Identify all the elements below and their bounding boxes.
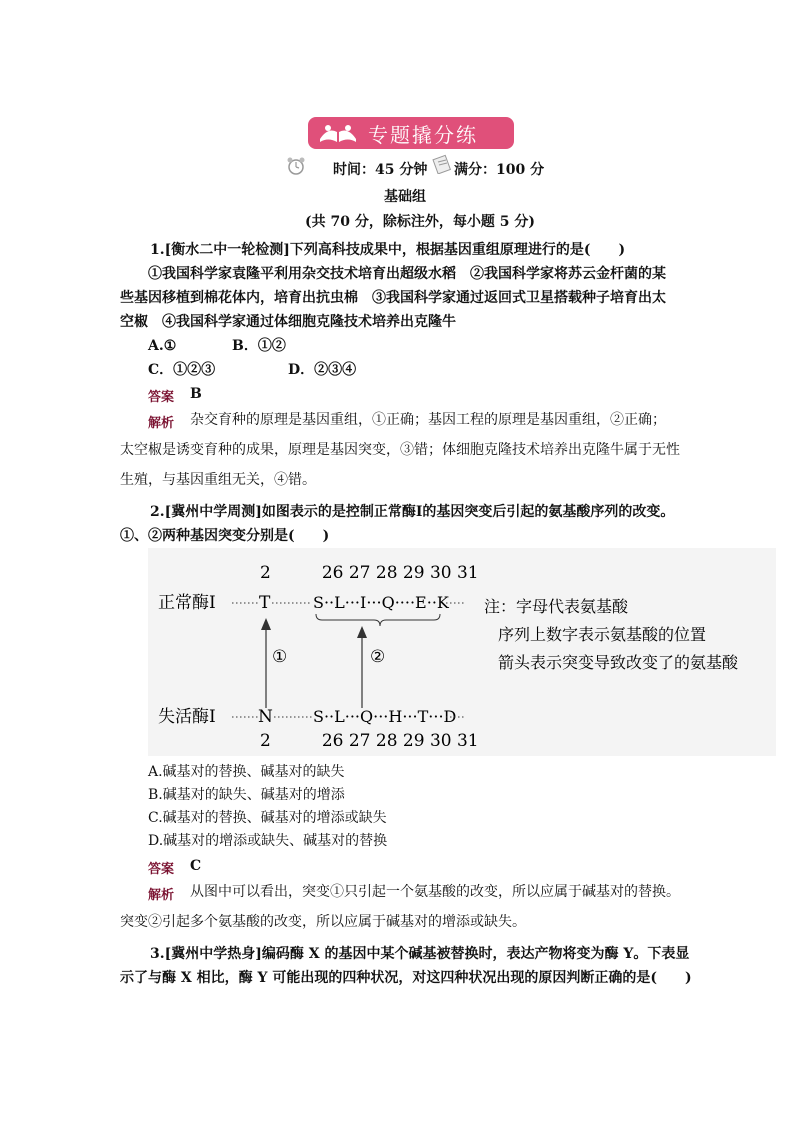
figure-note: 序列上数字表示氨基酸的位置 [498, 625, 707, 644]
mutant-seq-residue: N [258, 707, 273, 727]
q2-stem: ①、②两种基因突变分别是( ) [120, 528, 330, 544]
q1-option-a: A.① [148, 338, 177, 354]
q1-analysis-label: 解析 [148, 416, 175, 431]
q2-option-a: A.碱基对的替换、碱基对的缺失 [148, 764, 345, 780]
mutation-1-label: ① [272, 647, 288, 667]
q2-option-d: D.碱基对的增添或缺失、碱基对的替换 [148, 833, 388, 849]
group-note: (共 70 分，除标注外，每小题 5 分) [305, 214, 535, 230]
q2-stem: 2.[冀州中学周测]如图表示的是控制正常酶Ⅰ的基因突变后引起的氨基酸序列的改变。 [150, 504, 675, 520]
bottom-position-numbers: 2 26 27 28 29 30 31 [260, 731, 479, 751]
q1-option-c: C．①②③ [148, 362, 216, 378]
time-label: 时间：45 分钟 [333, 162, 428, 178]
q3-stem: 3.[冀州中学热身]编码酶 X 的基因中某个碱基被替换时，表达产物将变为酶 Y。下表显 [150, 946, 690, 962]
q1-item-line: ①我国科学家袁隆平利用杂交技术培育出超级水稻 ②我国科学家将苏云金杆菌的某 [148, 266, 666, 282]
changed-range-brace [316, 614, 440, 626]
normal-seq-segment: S··L···I···Q····E··K [313, 593, 449, 612]
figure-note: 箭头表示突变导致改变了的氨基酸 [498, 653, 739, 672]
q1-stem: 1.[衡水二中一轮检测]下列高科技成果中，根据基因重组原理进行的是( ) [150, 242, 626, 258]
q1-analysis-line: 生殖，与基因重组无关，④错。 [120, 472, 316, 488]
q1-analysis-line: 杂交育种的原理是基因重组，①正确；基因工程的原理是基因重组，②正确； [190, 412, 666, 428]
normal-seq-residue: T [259, 593, 271, 613]
exam-paper-icon [432, 154, 454, 174]
q1-item-line: 空椒 ④我国科学家通过体细胞克隆技术培养出克隆牛 [120, 314, 456, 330]
mutation-2-label: ② [370, 647, 386, 667]
q3-stem: 示了与酶 X 相比，酶 Y 可能出现的四种状况，对这四种状况出现的原因判断正确的是( ) [120, 970, 692, 986]
top-position-numbers: 2 26 27 28 29 30 31 [260, 563, 479, 583]
score-label: 满分：100 分 [454, 162, 545, 178]
group-title: 基础组 [384, 189, 426, 205]
normal-enzyme-label: 正常酶Ⅰ [158, 593, 216, 613]
q2-answer: C [190, 858, 202, 874]
q1-option-d: D．②③④ [288, 362, 357, 378]
figure-note: 注：字母代表氨基酸 [484, 597, 629, 616]
banner-title: 专题撬分练 [368, 123, 478, 147]
q1-answer-label: 答案 [148, 390, 175, 405]
q1-analysis-line: 太空椒是诱变育种的成果，原理是基因突变，③错；体细胞克隆技术培养出克隆牛属于无性 [120, 442, 680, 458]
open-book-icon [318, 123, 358, 143]
q2-analysis-line: 突变②引起多个氨基酸的改变，所以应属于碱基对的增添或缺失。 [120, 914, 526, 930]
q2-option-c: C.碱基对的替换、碱基对的增添或缺失 [148, 810, 387, 826]
section-banner [308, 117, 514, 149]
q2-answer-label: 答案 [148, 862, 175, 877]
q1-option-b: B．①② [232, 338, 286, 354]
mutant-enzyme-label: 失活酶Ⅰ [158, 707, 216, 727]
q2-analysis-label: 解析 [148, 888, 175, 903]
q1-item-line: 些基因移植到棉花体内，培育出抗虫棉 ③我国科学家通过返回式卫星搭载种子培育出太 [120, 290, 666, 306]
q2-option-b: B.碱基对的缺失、碱基对的增添 [148, 787, 345, 803]
q2-analysis-line: 从图中可以看出，突变①只引起一个氨基酸的改变，所以应属于碱基对的替换。 [190, 884, 680, 900]
mutant-seq-segment: S··L···Q···H···T···D [313, 707, 457, 726]
mutation-figure [148, 548, 776, 756]
q1-answer: B [190, 386, 202, 402]
alarm-clock-icon [286, 156, 306, 176]
